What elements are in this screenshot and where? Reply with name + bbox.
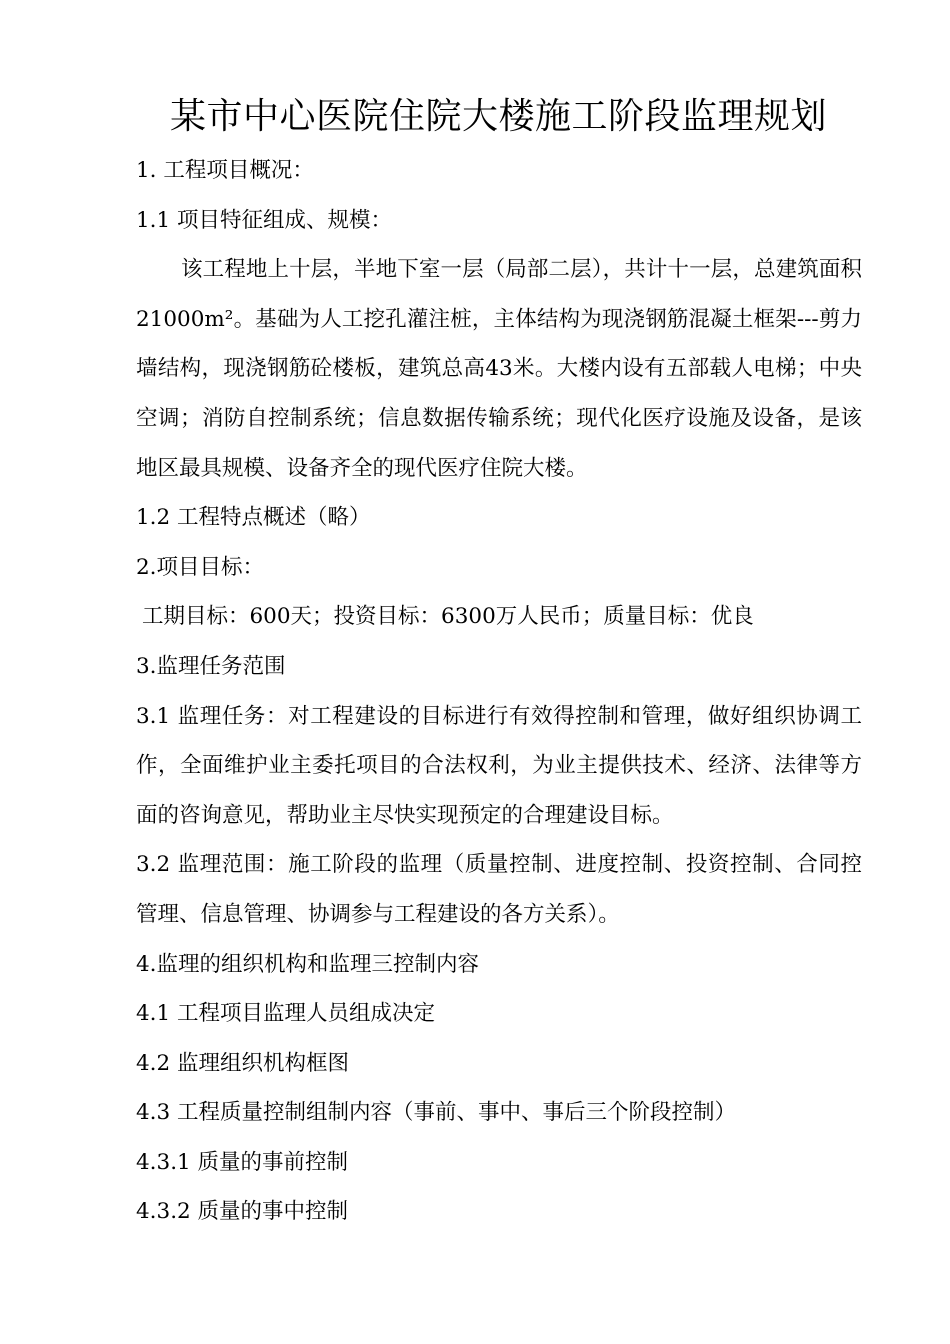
document-title: 某市中心医院住院大楼施工阶段监理规划 bbox=[169, 96, 827, 137]
section-heading-4: 4.监理的组织机构和监理三控制内容 bbox=[136, 951, 480, 977]
section-heading-4-3-2: 4.3.2 质量的事中控制 bbox=[136, 1199, 349, 1225]
section-heading-3: 3.监理任务范围 bbox=[136, 653, 286, 679]
project-targets-line: 工期目标：600天；投资目标：6300万人民币；质量目标：优良 bbox=[142, 604, 754, 630]
document-body bbox=[136, 146, 862, 1237]
section-heading-1: 1. 工程项目概况： bbox=[136, 158, 314, 183]
section-heading-4-1: 4.1 工程项目监理人员组成决定 bbox=[136, 1001, 436, 1027]
section-heading-1-1: 1.1 项目特征组成、规模： bbox=[136, 207, 393, 233]
project-description-paragraph: 该工程地上十层，半地下室一层（局部二层），共计十一层，总建筑面积21000m²。基础为人工挖孔灌注桩，主体结构为现浇钢筋混凝土框架---剪力墙结构，现浇钢筋砼楼板，建筑总高43米。大楼内设有五部载人电梯；中央空调；消防自控制系统；信息数据传输系统；现代化医疗设施及设备，是该地区最具规模、设备齐全的现代医疗住院大楼。 bbox=[136, 257, 862, 481]
supervision-task-paragraph: 3.1 监理任务：对工程建设的目标进行有效得控制和管理，做好组织协调工作，全面维护业主委托项目的合法权利，为业主提供技术、经济、法律等方面的咨询意见，帮助业主尽快实现预定的合理建设目标。 bbox=[136, 703, 862, 828]
section-heading-4-3: 4.3 工程质量控制组制内容（事前、事中、事后三个阶段控制） bbox=[136, 1100, 737, 1126]
supervision-scope-paragraph: 3.2 监理范围：施工阶段的监理（质量控制、进度控制、投资控制、合同控管理、信息管理、协调参与工程建设的各方关系）。 bbox=[136, 852, 862, 927]
section-heading-1-2: 1.2 工程特点概述（略） bbox=[136, 505, 371, 531]
section-heading-4-2: 4.2 监理组织机构框图 bbox=[136, 1050, 350, 1076]
section-heading-4-3-1: 4.3.1 质量的事前控制 bbox=[136, 1149, 349, 1175]
section-heading-2: 2.项目目标： bbox=[136, 554, 265, 580]
